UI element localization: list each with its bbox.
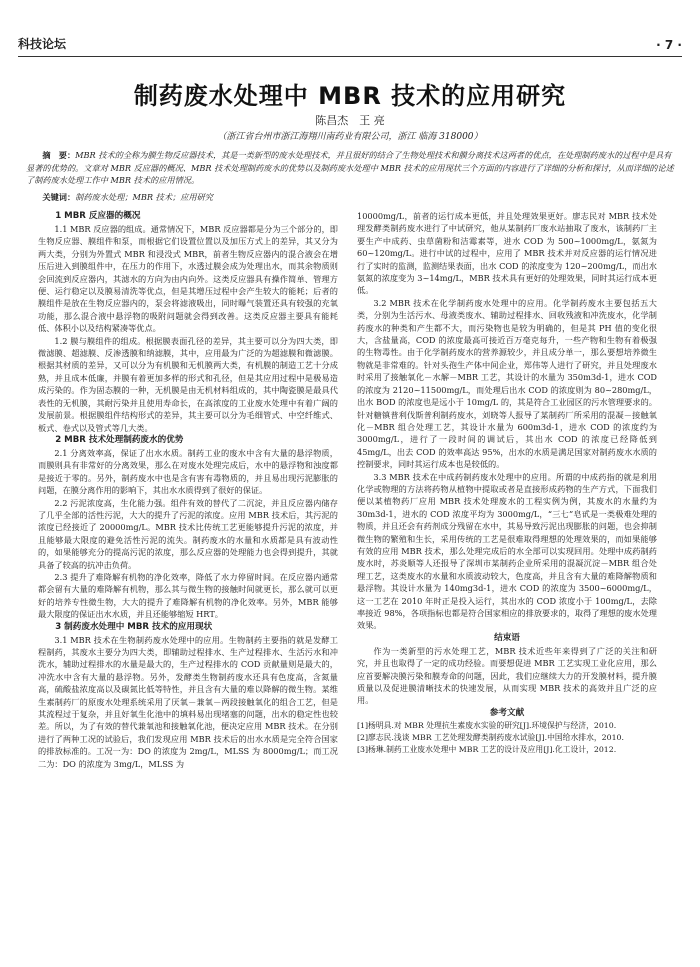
page-number: · 7 ·	[656, 38, 682, 52]
keywords-label: 关键词：	[42, 192, 76, 202]
body-paragraph: 3.3 MBR 技术在中成药制药废水处理中的应用。所谓的中成药指的就是利用化学或物理的方法将药物从植物中提取或者是直接形成药物的生产方式，下面我们便以某植物药厂应用 MBR 技术处理废水的工程实例为例，其废水的水量约为 30m3d-1，进水的 COD 浓度平均为 3000mg/L，“三七”皂甙是一类极难处理的物质，并且还会有药剂成分残留在水中，其易导致污泥出现膨胀的问题，也会抑制微生物的繁殖和生长，采用传统的工艺是很难取得理想的处理效果的，而如果能够有效的应用 MBR 技术，那么处理完成后的水全部可以实现回用。处理中成药制药废水时，苏炎顺等人还报导了深圳市某制药企业所采用的混凝沉淀－MBR 组合处理工艺，这类废水的水量和水质波动较大，色度高，并且含有大量的难降解物质和悬浮物。其设计水量为 140mg3d-1，进水 COD 的浓度为 3500~6000mg/L，这一工艺在 2010 年时正是投入运行，其出水的 COD 浓度小于 100mg/L，去除率接近 98%，各项指标也都是符合国家相应的排放要求的，取得了理想的废水处理效果。	[357, 471, 657, 631]
body-paragraph: 2.2 污泥浓度高，生化能力强。组件有效的替代了二沉淀，并且反应器内储存了几乎全部的活性污泥，大大的提升了污泥的浓度。应用 MBR 技术后，其污泥的浓度已经接近了 20000mg/L。MBR 技术比传统工艺更能够提升污泥的浓度，并且能够最大限度的避免活性污泥的流失。制药废水的水量和水质都是具有波动性的，如果能够充分的提高污泥的浓度，那么反应器的处理能力也会得到提升，其就具备了较高的抗冲击负荷。	[38, 497, 338, 570]
body-paragraph: 作为一类新型的污水处理工艺，MBR 技术近些年来得到了广泛的关注和研究，并且也取得了一定的成功经验。而要想促进 MBR 工艺实现工业化应用，那么应首要解决膜污染和膜寿命的问题，因此，我们应继续大力的开发膜材料，提升膜质量以及促进膜清晰技术的快速发展，从而实现 MBR 技术的高效并且广泛的应用。	[357, 645, 657, 706]
body-paragraph: 1.1 MBR 反应器的组成。通常情况下，MBR 反应器都是分为三个部分的，即生物反应器、膜组件和泵，而根据它们设置位置以及加压方式上的差异，其又分为两大类，分别为外置式 MBR 和浸没式 MBR，前者生物反应器内的混合液会在增压后进入到膜组件中，在压力的作用下，水透过膜会成为处理出水，而其余物质则会回流到反应器内，其滤水的方向为由内向外。这类反应器具有操作简单、管理方便、运行稳定以及膜易清洗等优点，但是其增压过程中会产生较大的能耗；后者的膜组件是放在生物反应器内的，泵会将滤液吸出，同时曝气装置还具有较强的充氧功能，那么混合液中悬浮物的吸附问题就会得到改善。这类反应器主要具有能耗低、体积小以及结构紧凑等优点。	[38, 224, 338, 334]
body-paragraph: 1.2 膜与膜组件的组成。根据膜表面孔径的差异，其主要可以分为四大类，即微滤膜、超滤膜、反渗透膜和纳滤膜，其中，应用最为广泛的为超滤膜和微滤膜。根据其材质的差异，又可以分为有机膜和无机膜两大类，有机膜的制造工艺十分成熟，并且成本低廉，并膜有着更加多样的形式和孔径，但是其应用过程中是极易造成污染的。作为固态膜的一种，无机膜是由无机材料组成的，其中陶瓷膜是最具代表性的无机膜，其耐污染并且使用寿命长，在高浓度的工业废水处理中有着广阔的发展前景。根据膜组件结构形式的差异，其主要可以分为毛细管式、中空纤维式、板式、卷式以及管式等几大类。	[38, 335, 338, 433]
body-paragraph: 3.2 MBR 技术在化学制药废水处理中的应用。化学制药废水主要包括五大类，分别为生活污水、母液类废水、辅助过程排水、回收残液和冲洗废水，化学制药废水的种类和产生都不大，而污染物也是较为明确的，但是其 PH 值的变化很大，含盐量高，COD 的浓度最高可接近百万毫克每升，一些产物和生物有着极强的生物毒性。由于化学制药废水的营养源较少，并且成分单一，那么要想培养微生物就是非常难的。针对头孢生产体中间企业，郑伟等人进行了研究，并且处理废水时采用了接触氧化－水解－MBR 工艺，其设计的水量为 350m3d-1，进水 COD 的浓度为 2120~11500mg/L，而处理后出水 COD 的浓度则为 80~280mg/L，出水 BOD 的浓度也是远小于 10mg/L 的，其是符合工业园区的污水管理要求的。针对糖镇普利伐斯普利制药废水，刘晓等人报导了某制药厂所采用的混凝－接触氧化－MBR 组合处理工艺，其设计水量为 600m3d-1，进水 COD 的浓度约为 3000mg/L，进行了一段时间的调试后，其出水 COD 的浓度已经降低到 45mg/L，出去 COD 的效率高达 95%，出水的水质是满足国家对制药废水水质的控制要求，同时其运行成本也是较低的。	[357, 297, 657, 470]
article-authors: 陈昌杰 王 亮	[315, 114, 385, 127]
left-column	[38, 210, 338, 770]
section-heading: 2 MBR 技术处理制药废水的优势	[55, 434, 184, 445]
section-heading: 1 MBR 反应器的概况	[55, 211, 141, 221]
body-paragraph: 3.1 MBR 技术在生物制药废水处理中的应用。生物制药主要指的就是发酵工程制药，其废水主要分为四大类，即辅助过程排水、生产过程排水、生活污水和冲洗水，辅助过程排水的水量是最大的，生产过程排水的 COD 贡献量则是最大的，冲洗水中含有大量的悬浮物。另外，发酵类生物制药废水还具有色度高，含氮量高，硫酸盐浓度高以及碳氮比低等特性，并且含有大量的难以降解的微生物。某维生素制药厂的原废水处理系统采用了厌氧－兼氧－两段接触氧化的组合工艺，但是其流程过于复杂，并且好氧生化池中的填料易出现堵塞的问题，出水的稳定性也较差。所以，为了有效的替代兼氧池和接触氧化池，便决定应用 MBR 技术。在分别进行了两种工况的试验后，我们发现应用 MBR 技术后的出水水质是完全符合国家的排放标准的。工况一为：DO 的浓度为 2mg/L，MLSS 为 8000mg/L；而工况二为：DO 的浓度为 3mg/L，MLSS 为	[38, 634, 338, 769]
abstract-text: MBR 技术的全称为膜生物反应器技术，其是一类新型的废水处理技术，并且很好的结合了生物处理技术和膜分离技术这两者的优点，在处理制药废水的过程中是具有显著的优势的。文章对 MBR 反应器的概况、MBR 技术处理制药废水的优势以及制药废水处理中 MBR 技术的应用现状三个方面的内容进行了详细的分析和探讨，从而详细的论述了制药废水处理工作中 MBR 技术的应用情况。	[26, 150, 674, 185]
section-heading: 结束语	[494, 632, 520, 643]
journal-section-name: 科技论坛	[18, 37, 67, 51]
body-paragraph: 10000mg/L，前者的运行成本更低，并且处理效果更好。廖志民对 MBR 技术处理发酵类制药废水进行了中试研究，他从某制药厂废水站抽取了废水，该制药厂主要生产中成药、虫草菌粉和洁霉素等，进水 COD 为 500~1000mg/L，氨氮为 60~120mg/L。进行中试的过程中，应用了 MBR 技术并对反应器的运行情况进行了实时的监测，监测结果表面，出水 COD 的浓度变为 120~200mg/L，而出水氨氮的浓度变为 3~14mg/L，MBR 技术具有更好的处理效果，同时其运行成本更低。	[357, 211, 657, 296]
reference-item: [3]杨琳.制药工业废水处理中 MBR 工艺的设计及应用[J].化工设计，2012.	[357, 744, 617, 754]
reference-item: [1]杨明具.对 MBR 处理抗生素废水实验的研究[J].环境保护与经济，2010.	[357, 720, 617, 730]
keywords-text: 制药废水处理；MBR 技术；应用研究	[75, 192, 213, 202]
running-header	[18, 34, 682, 57]
reference-item: [2]廖志民.浅谈 MBR 工艺处理发酵类制药废水试验[J].中国给水排水，2010.	[357, 732, 624, 742]
author-affiliation: （浙江省台州市浙江海翔川南药业有限公司，浙江 临海 318000）	[217, 132, 483, 142]
section-heading: 3 制药废水处理中 MBR 技术的应用现状	[55, 621, 213, 632]
section-heading: 参考文献	[489, 707, 525, 718]
abstract	[26, 149, 674, 187]
abstract-label: 摘 要：	[42, 150, 76, 160]
body-paragraph: 2.1 分离效率高，保证了出水水质。制药工业的废水中含有大量的悬浮物质，而膜则具有非常好的分离效果，那么在对废水处理完成后，水中的悬浮物和浊度都是接近于零的。另外，制药废水中也是含有害有毒物质的，并且易出现污泥膨胀的问题，在膜分离作用的影响下，其出水水质得到了很好的保证。	[38, 447, 338, 496]
article-title: 制药废水处理中 MBR 技术的应用研究	[133, 82, 567, 110]
right-column	[357, 210, 657, 756]
body-paragraph: 2.3 提升了难降解有机物的净化效率，降低了水力停留时间。在反应器内通常都会留有大量的难降解有机物，那么其与微生物的接触时间就更长，那么就可以更好的培养专性微生物，大大的提升了难降解有机物的净化效率。另外，MBR 能够最大限度的保证出水水质，并且还能够缩短 HRT。	[38, 571, 338, 620]
keywords	[26, 191, 674, 203]
